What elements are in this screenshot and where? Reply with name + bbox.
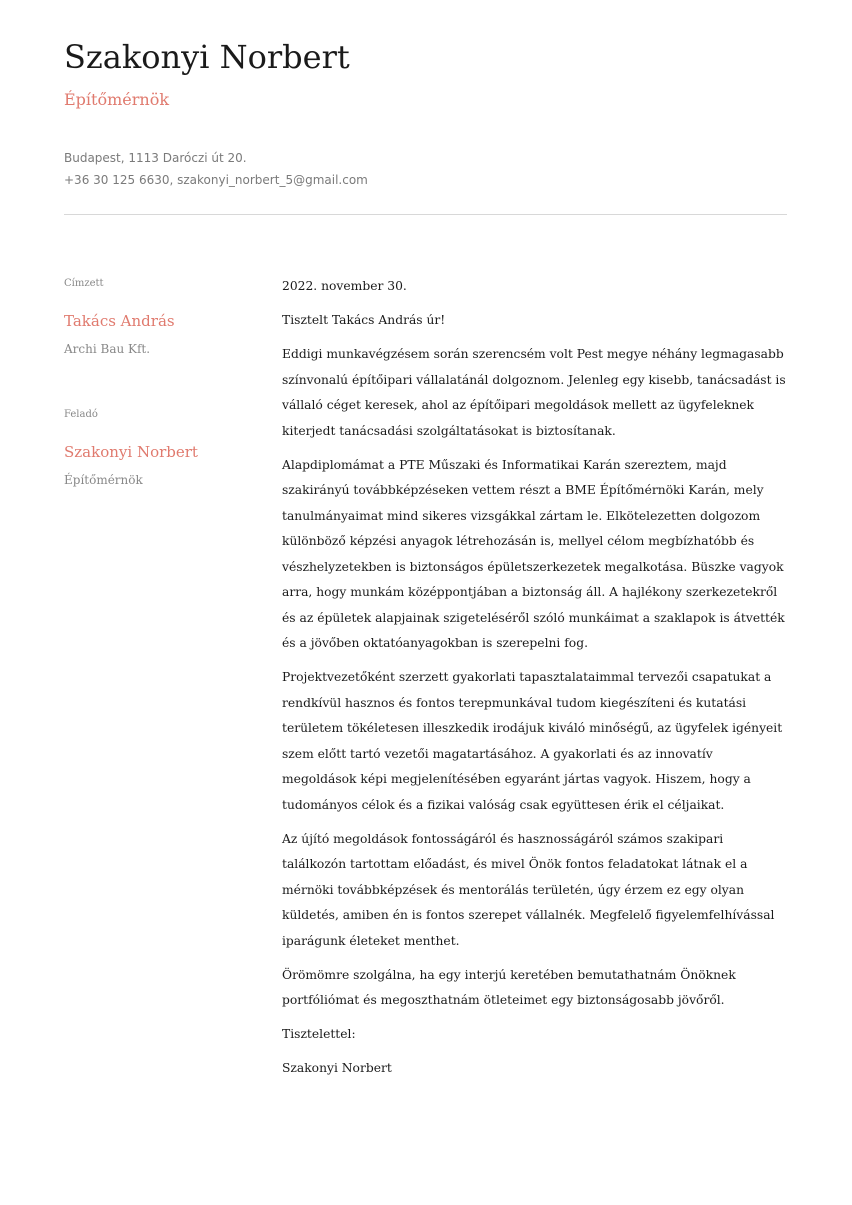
- sender-label: Feladó: [64, 409, 98, 420]
- applicant-role: Építőmérnök: [64, 90, 170, 109]
- recipient-label: Címzett: [64, 278, 104, 289]
- applicant-address: Budapest, 1113 Daróczi út 20.: [64, 151, 247, 165]
- letter-paragraph: Alapdiplomámat a PTE Műszaki és Informatikai Karán szereztem, majd szakirányú továbbképzéseken vettem részt a BME Építőmérnöki Karán, mely tanulmányaimat mind sikeres vizsgákkal zártam le. Elkötelezetten dolgozom különböző képzési anyagok létrehozásán is, mellyel célom megbízhatóbb és vészhelyzetekben is biztonságos épületszerkezetek megalkotása. Büszke vagyok arra, hogy munkám középpontjában a biztonság áll. A hajlékony szerkezetekről és az épületek alapjainak szigeteléséről szóló munkáimat a szaklapok is átvették és a jövőben oktatóanyagokban is szerepelni fog.: [282, 457, 785, 650]
- letter-paragraph: Örömömre szolgálna, ha egy interjú keretében bemutathatnám Önöknek portfóliómat és megoszthatnám ötleteimet egy biztonságosabb jövőről.: [282, 967, 736, 1007]
- letter-signature: Szakonyi Norbert: [282, 1061, 392, 1075]
- header-divider: [64, 214, 787, 215]
- letter-paragraph: Projektvezetőként szerzett gyakorlati tapasztalataimmal tervezői csapatukat a rendkívül hasznos és fontos terepmunkával tudom kiegészíteni és kutatási területem tökéletesen illeszkedik irodájuk kiváló minőségű, az ügyfelek igényeit szem előtt tartó vezetői magatartásához. A gyakorlati és az innovatív megoldások képi megjelenítésében egyaránt jártas vagyok. Hiszem, hogy a tudományos célok és a fizikai valóság csak együttesen érik el céljaikat.: [282, 670, 783, 812]
- recipient-company: Archi Bau Kft.: [64, 342, 151, 356]
- letter-salutation: Tisztelt Takács András úr!: [282, 313, 446, 327]
- recipient-name: Takács András: [64, 312, 175, 330]
- letter-paragraph: Eddigi munkavégzésem során szerencsém volt Pest megye néhány legmagasabb színvonalú építőipari vállalatánál dolgoznom. Jelenleg egy kisebb, tanácsadást is vállaló céget keresek, ahol az építőipari megoldások mellett az ügyfeleknek kiterjedt tanácsadási szolgáltatásokat is biztosítanak.: [282, 347, 786, 438]
- letter-date: 2022. november 30.: [282, 279, 407, 293]
- sender-role: Építőmérnök: [64, 473, 143, 487]
- letter-body: [282, 274, 790, 1090]
- letter-paragraph: Az újító megoldások fontosságáról és hasznosságáról számos szakipari találkozón tartottam előadást, és mivel Önök fontos feladatokat látnak el a mérnöki továbbképzések és mentorálás területén, úgy érzem ez egy olyan küldetés, amiben én is fontos szerepet vállalnék. Megfelelő figyelemfelhívással iparágunk életeket menthet.: [282, 831, 775, 948]
- sender-name: Szakonyi Norbert: [64, 443, 198, 461]
- applicant-name: Szakonyi Norbert: [64, 38, 350, 76]
- applicant-contact: +36 30 125 6630, szakonyi_norbert_5@gmail.com: [64, 173, 368, 187]
- letter-closing: Tisztelettel:: [282, 1027, 356, 1041]
